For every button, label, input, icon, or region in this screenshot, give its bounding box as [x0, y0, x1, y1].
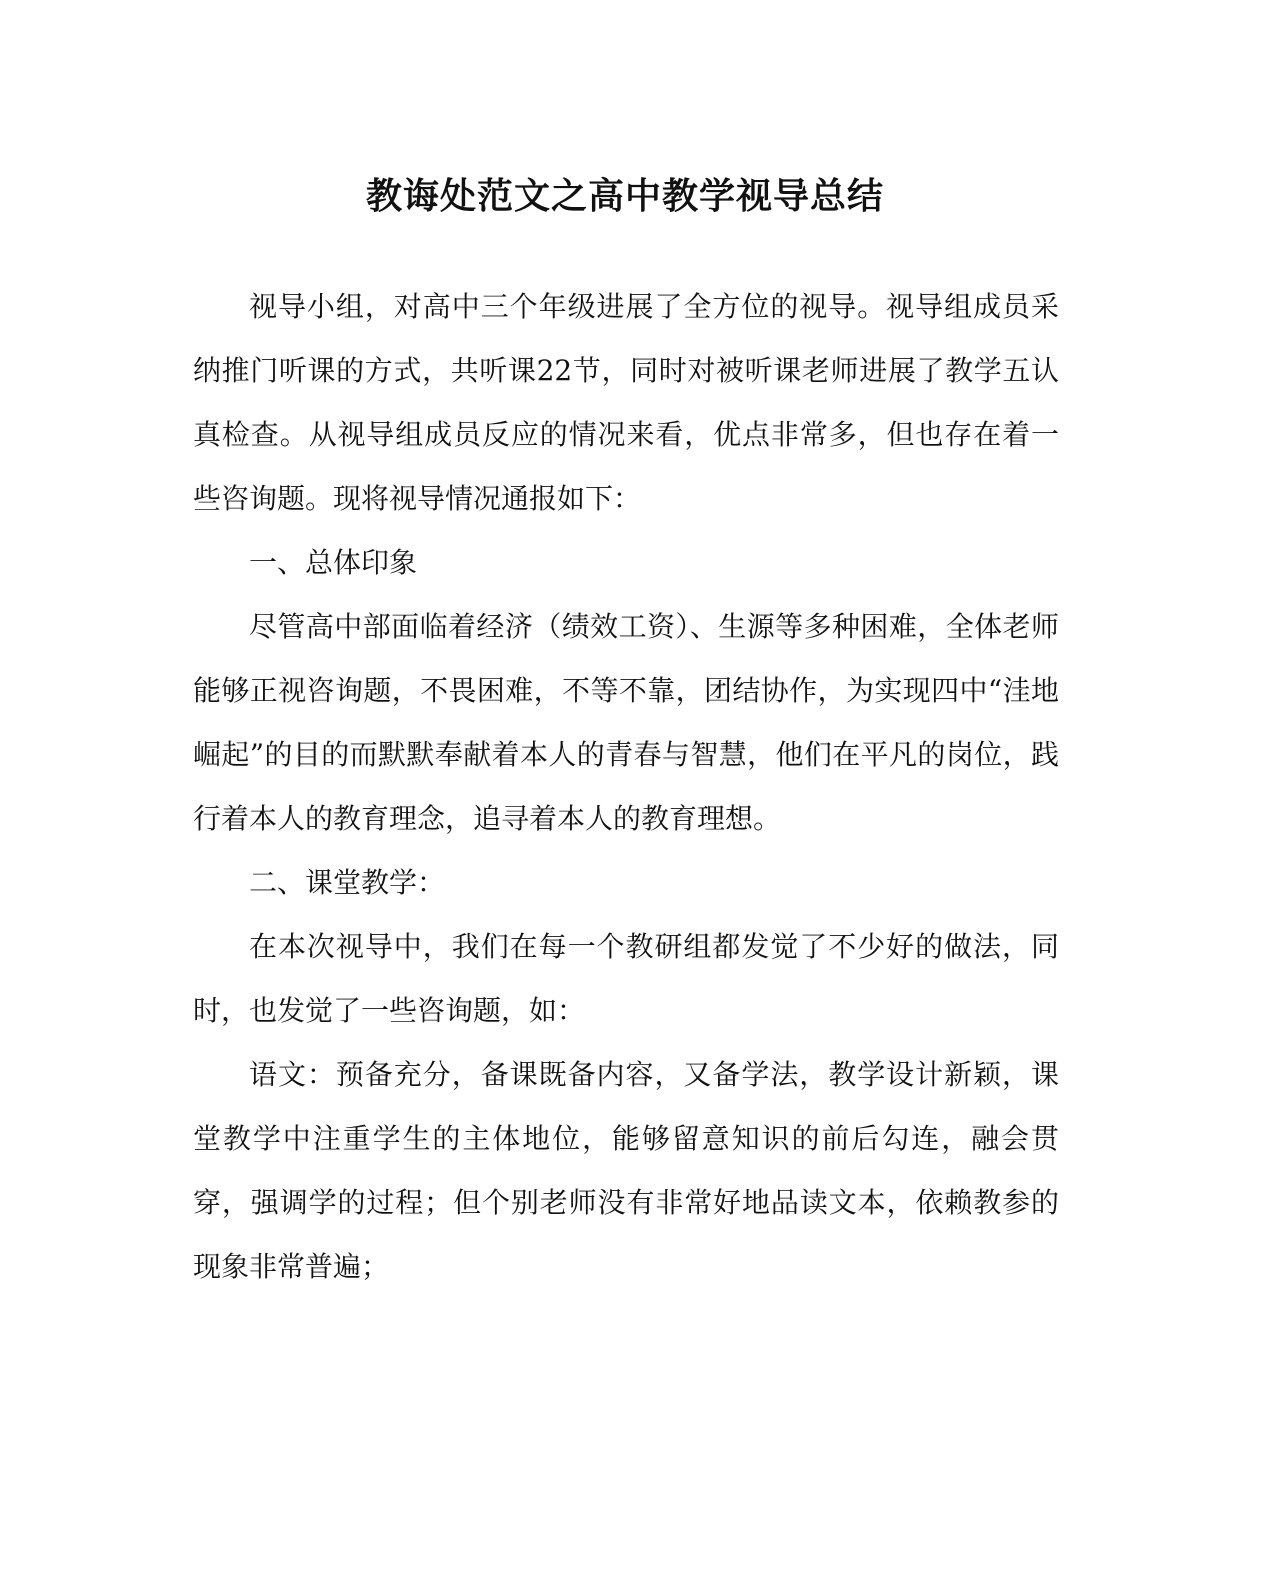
document-body: [193, 275, 1059, 1299]
section-heading-classroom-teaching: 二、课堂教学：: [249, 866, 446, 899]
paragraph-intro: 视导小组，对高中三个年级进展了全方位的视导。视导组成员采纳推门听课的方式，共听课22节，同时对被听课老师进展了教学五认真检查。从视导组成员反应的情况来看，优点非常多，但也存在着一些咨询题。现将视导情况通报如下：: [193, 290, 1059, 515]
paragraph-overall-impression: 尽管高中部面临着经济（绩效工资）、生源等多种困难，全体老师能够正视咨询题，不畏困难，不等不靠，团结协作，为实现四中“洼地崛起”的目的而默默奉献着本人的青春与智慧，他们在平凡的岗位，践行着本人的教育理念，追寻着本人的教育理想。: [193, 610, 1059, 835]
section-heading-overall-impression: 一、总体印象: [249, 546, 418, 579]
paragraph-chinese-subject: 语文：预备充分，备课既备内容，又备学法，教学设计新颖，课堂教学中注重学生的主体地位，能够留意知识的前后勾连，融会贯穿，强调学的过程；但个别老师没有非常好地品读文本，依赖教参的现象非常普遍；: [193, 1058, 1059, 1283]
paragraph-classroom-findings: 在本次视导中，我们在每一个教研组都发觉了不少好的做法，同时，也发觉了一些咨询题，如：: [193, 930, 1059, 1027]
document-title: 教诲处范文之高中教学视导总结: [365, 175, 884, 217]
